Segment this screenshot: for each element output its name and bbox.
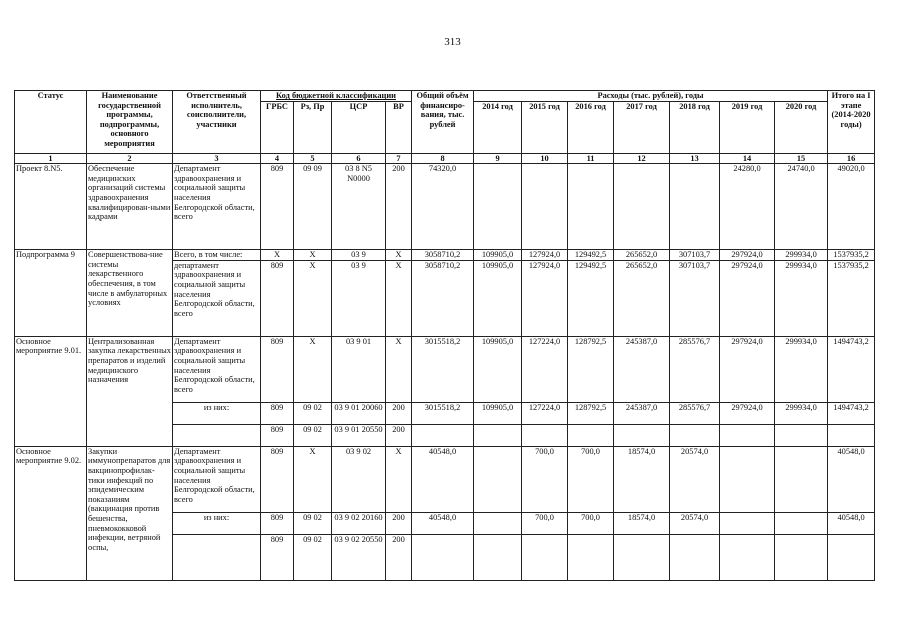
cell-vr: 200 [386, 424, 412, 446]
cell-2015 [522, 424, 568, 446]
cell-rzpr: X [294, 260, 332, 336]
row-status: Основное мероприятие 9.01. [15, 336, 87, 446]
col-number: 15 [775, 153, 828, 164]
cell-stage-total: 1494743,2 [828, 336, 875, 402]
cell-csr: 03 8 N5 N0000 [332, 164, 386, 250]
cell-2017 [614, 164, 670, 250]
cell-vr: 200 [386, 402, 412, 424]
cell-grbs: 809 [261, 512, 294, 534]
cell-2019: 24280,0 [720, 164, 775, 250]
cell-2014 [474, 164, 522, 250]
cell-2014: 109905,0 [474, 402, 522, 424]
row-status: Подпрограмма 9 [15, 250, 87, 337]
cell-grbs: 809 [261, 164, 294, 250]
header-expenses: Расходы (тыс. рублей), годы [474, 91, 828, 102]
cell-total: 3058710,2 [412, 250, 474, 261]
cell-2014 [474, 424, 522, 446]
cell-2016: 700,0 [568, 512, 614, 534]
cell-stage-total [828, 534, 875, 580]
cell-total: 3058710,2 [412, 260, 474, 336]
cell-2015: 127924,0 [522, 250, 568, 261]
col-number: 6 [332, 153, 386, 164]
cell-2015: 700,0 [522, 512, 568, 534]
cell-2020: 299934,0 [775, 250, 828, 261]
cell-rzpr: X [294, 446, 332, 512]
col-number: 7 [386, 153, 412, 164]
cell-csr: 03 9 01 20060 [332, 402, 386, 424]
cell-vr: X [386, 250, 412, 261]
cell-2017: 18574,0 [614, 512, 670, 534]
row-status: Проект 8.N5. [15, 164, 87, 250]
cell-2018: 307103,7 [670, 260, 720, 336]
cell-grbs: 809 [261, 402, 294, 424]
cell-2016: 700,0 [568, 446, 614, 512]
cell-2016 [568, 424, 614, 446]
cell-2015: 127924,0 [522, 260, 568, 336]
cell-2018: 20574,0 [670, 446, 720, 512]
table-row-proekt [15, 164, 875, 250]
column-numbers-row [15, 153, 875, 164]
col-number: 11 [568, 153, 614, 164]
table-row-podprog-total [15, 250, 875, 261]
cell-2020 [775, 424, 828, 446]
cell-2019: 297924,0 [720, 250, 775, 261]
header-year: 2019 год [720, 101, 775, 153]
cell-grbs: 809 [261, 424, 294, 446]
cell-vr: X [386, 336, 412, 402]
row-responsible [173, 424, 261, 446]
cell-2019 [720, 534, 775, 580]
cell-2015 [522, 164, 568, 250]
cell-csr: 03 9 01 20550 [332, 424, 386, 446]
cell-grbs: X [261, 250, 294, 261]
cell-2017 [614, 424, 670, 446]
cell-2017 [614, 534, 670, 580]
row-name: Централизованная закупка лекарственных препаратов и изделий медицинского назначения [87, 336, 173, 446]
header-kbk: Код бюджетной классификации [261, 91, 412, 102]
header-year: 2017 год [614, 101, 670, 153]
cell-2014 [474, 512, 522, 534]
cell-stage-total: 1537935,2 [828, 250, 875, 261]
table-row-om902 [15, 446, 875, 512]
cell-rzpr: 09 02 [294, 424, 332, 446]
cell-stage-total: 40548,0 [828, 446, 875, 512]
cell-2018: 285576,7 [670, 336, 720, 402]
header-total: Общий объём финансиро-вания, тыс. рублей [412, 91, 474, 154]
cell-2016: 128792,5 [568, 402, 614, 424]
cell-2016: 128792,5 [568, 336, 614, 402]
cell-2019: 297924,0 [720, 402, 775, 424]
col-number: 2 [87, 153, 173, 164]
cell-stage-total: 1494743,2 [828, 402, 875, 424]
cell-2014 [474, 446, 522, 512]
cell-vr: 200 [386, 164, 412, 250]
cell-2014: 109905,0 [474, 250, 522, 261]
col-number: 4 [261, 153, 294, 164]
header-year: 2015 год [522, 101, 568, 153]
cell-stage-total [828, 424, 875, 446]
cell-2019 [720, 424, 775, 446]
header-grbs: ГРБС [261, 101, 294, 153]
cell-2019: 297924,0 [720, 260, 775, 336]
table-row-om901 [15, 336, 875, 402]
cell-total: 3015518,2 [412, 402, 474, 424]
cell-2015: 700,0 [522, 446, 568, 512]
header-year: 2014 год [474, 101, 522, 153]
cell-vr: 200 [386, 512, 412, 534]
header-vr: ВР [386, 101, 412, 153]
cell-2018: 20574,0 [670, 512, 720, 534]
cell-2020: 299934,0 [775, 260, 828, 336]
header-csr: ЦСР [332, 101, 386, 153]
cell-2020 [775, 446, 828, 512]
cell-total [412, 534, 474, 580]
cell-2016 [568, 164, 614, 250]
header-year: 2020 год [775, 101, 828, 153]
row-responsible [173, 534, 261, 580]
cell-2018 [670, 164, 720, 250]
cell-total: 3015518,2 [412, 336, 474, 402]
header-rzpr: Рз, Пр [294, 101, 332, 153]
cell-2017: 265652,0 [614, 250, 670, 261]
cell-rzpr: 09 02 [294, 402, 332, 424]
cell-2018: 285576,7 [670, 402, 720, 424]
cell-stage-total: 49020,0 [828, 164, 875, 250]
header-status: Статус [15, 91, 87, 154]
cell-vr: X [386, 260, 412, 336]
cell-total: 40548,0 [412, 446, 474, 512]
cell-rzpr: 09 09 [294, 164, 332, 250]
cell-grbs: 809 [261, 336, 294, 402]
cell-2015: 127224,0 [522, 402, 568, 424]
row-responsible: из них: [173, 512, 261, 534]
row-responsible: Департамент здравоохранения и социальной защиты населения Белгородской области, всего [173, 336, 261, 402]
cell-2014 [474, 534, 522, 580]
cell-csr: 03 9 01 [332, 336, 386, 402]
cell-2015: 127224,0 [522, 336, 568, 402]
cell-csr: 03 9 02 20160 [332, 512, 386, 534]
cell-2017: 245387,0 [614, 336, 670, 402]
cell-2016: 129492,5 [568, 260, 614, 336]
row-responsible: Департамент здравоохранения и социальной защиты населения Белгородской области, всего [173, 164, 261, 250]
row-responsible: Всего, в том числе: [173, 250, 261, 261]
row-responsible: из них: [173, 402, 261, 424]
cell-2020: 299934,0 [775, 336, 828, 402]
col-number: 10 [522, 153, 568, 164]
col-number: 14 [720, 153, 775, 164]
page-number: 313 [444, 36, 461, 48]
row-name: Закупки иммунопрепаратов для вакцинопрофилак-тики инфекций по эпидемическим показаниям (вакцинация против бешенства, пневмококковой инфекции, ветряной оспы, [87, 446, 173, 580]
cell-vr: X [386, 446, 412, 512]
cell-stage-total: 1537935,2 [828, 260, 875, 336]
cell-csr: 03 9 [332, 260, 386, 336]
col-number: 12 [614, 153, 670, 164]
col-number: 8 [412, 153, 474, 164]
cell-csr: 03 9 02 20550 [332, 534, 386, 580]
header-stage-total: Итого на I этапе (2014-2020 годы) [828, 91, 875, 154]
col-number: 9 [474, 153, 522, 164]
cell-2019: 297924,0 [720, 336, 775, 402]
cell-vr: 200 [386, 534, 412, 580]
row-responsible: департамент здравоохранения и социальной защиты населения Белгородской области, всего [173, 260, 261, 336]
cell-rzpr: 09 02 [294, 534, 332, 580]
cell-2017: 18574,0 [614, 446, 670, 512]
cell-csr: 03 9 [332, 250, 386, 261]
cell-rzpr: X [294, 336, 332, 402]
row-status: Основное мероприятие 9.02. [15, 446, 87, 580]
header-year: 2016 год [568, 101, 614, 153]
cell-2020: 299934,0 [775, 402, 828, 424]
cell-grbs: 809 [261, 534, 294, 580]
header-name: Наименование государственной программы, подпрограммы, основного мероприятия [87, 91, 173, 154]
cell-2014: 109905,0 [474, 260, 522, 336]
budget-table [14, 90, 875, 581]
row-name: Совершенствова-ние системы лекарственного обеспечения, в том числе в амбулаторных условиях [87, 250, 173, 337]
cell-rzpr: X [294, 250, 332, 261]
cell-2015 [522, 534, 568, 580]
header-responsible: Ответственный исполнитель, соисполнители, участники [173, 91, 261, 154]
cell-total [412, 424, 474, 446]
cell-grbs: 809 [261, 446, 294, 512]
cell-2017: 265652,0 [614, 260, 670, 336]
col-number: 1 [15, 153, 87, 164]
cell-total: 74320,0 [412, 164, 474, 250]
row-name: Обеспечение медицинских организаций системы здравоохранения квалифицирован-ными кадрами [87, 164, 173, 250]
cell-2016: 129492,5 [568, 250, 614, 261]
cell-2016 [568, 534, 614, 580]
col-number: 5 [294, 153, 332, 164]
cell-2019 [720, 446, 775, 512]
col-number: 3 [173, 153, 261, 164]
cell-total: 40548,0 [412, 512, 474, 534]
col-number: 13 [670, 153, 720, 164]
cell-2019 [720, 512, 775, 534]
cell-csr: 03 9 02 [332, 446, 386, 512]
cell-2020 [775, 512, 828, 534]
row-responsible: Департамент здравоохранения и социальной защиты населения Белгородской области, всего [173, 446, 261, 512]
cell-2020 [775, 534, 828, 580]
cell-rzpr: 09 02 [294, 512, 332, 534]
cell-2018: 307103,7 [670, 250, 720, 261]
header-year: 2018 год [670, 101, 720, 153]
cell-2020: 24740,0 [775, 164, 828, 250]
cell-stage-total: 40548,0 [828, 512, 875, 534]
cell-2018 [670, 424, 720, 446]
cell-2017: 245387,0 [614, 402, 670, 424]
cell-2018 [670, 534, 720, 580]
cell-grbs: 809 [261, 260, 294, 336]
col-number: 16 [828, 153, 875, 164]
cell-2014: 109905,0 [474, 336, 522, 402]
